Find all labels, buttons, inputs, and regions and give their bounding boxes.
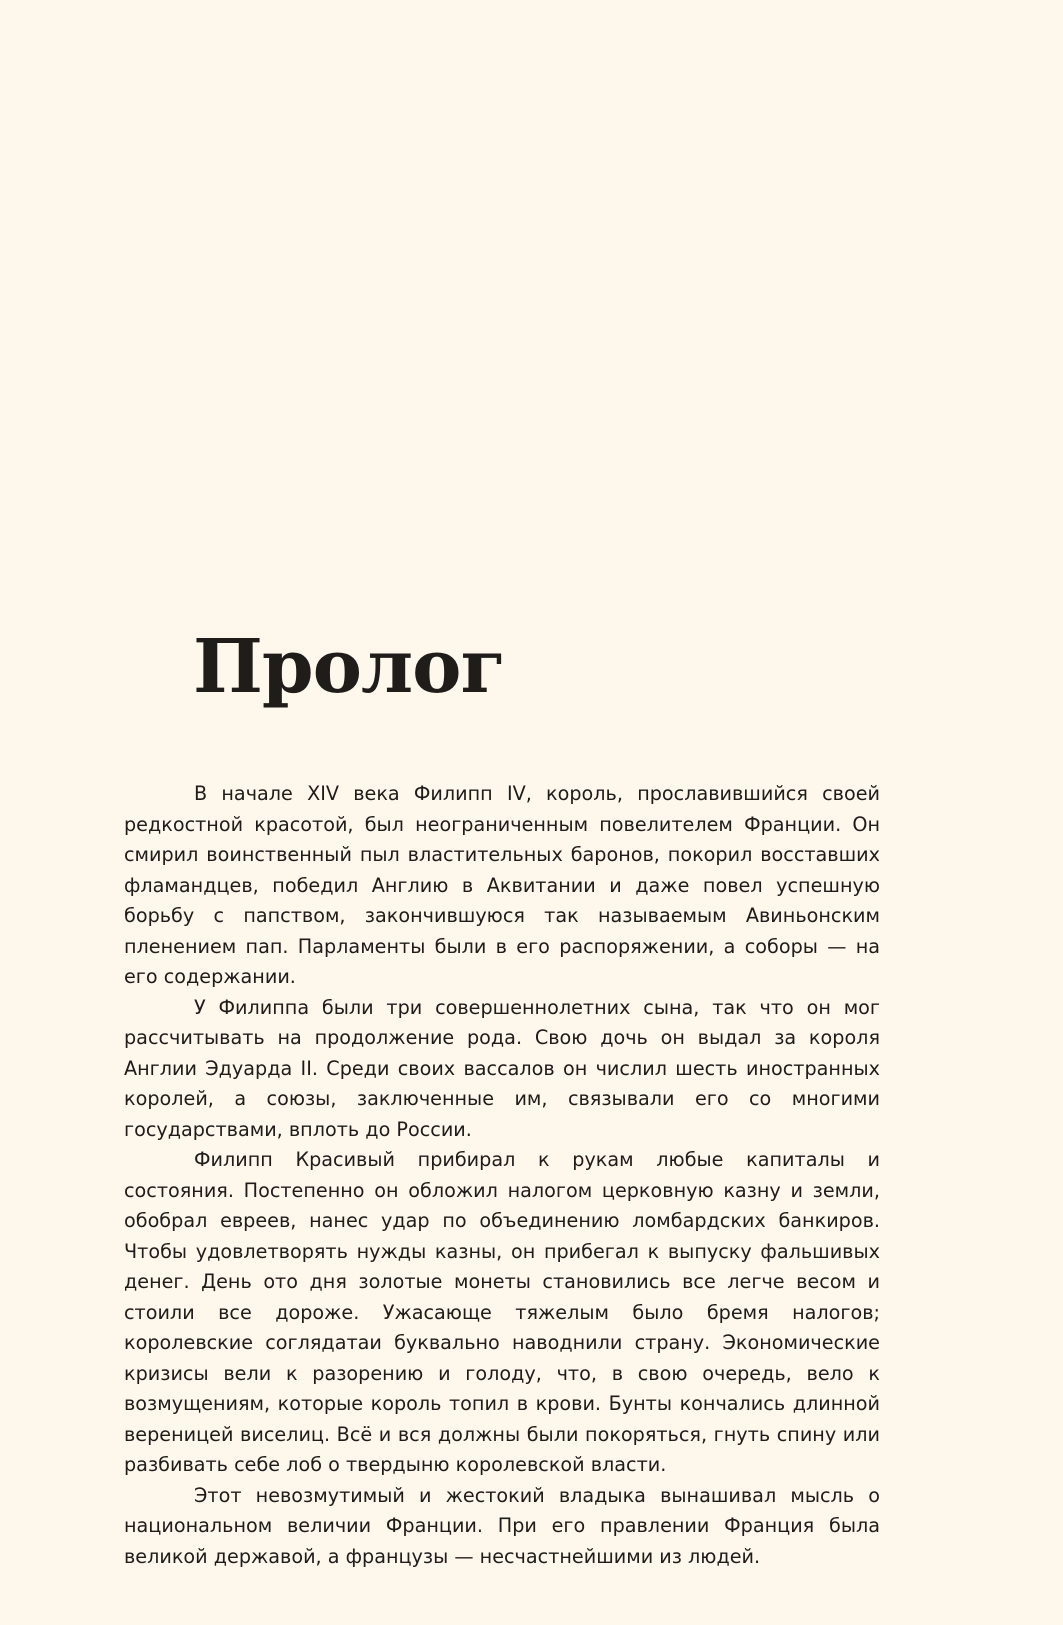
- body-text: [124, 779, 880, 1572]
- paragraph-4: Этот невозмутимый и жестокий владыка вынашивал мысль о национальном величии Франции. При его правлении Франция была великой державой, а французы — несчастнейшими из людей.: [124, 1483, 880, 1568]
- paragraph-3: Филипп Красивый прибирал к рукам любые капиталы и состояния. Постепенно он обложил налогом церковную казну и земли, обобрал евреев, нанес удар по объединению ломбардских банкиров. Чтобы удовлетворять нужды казны, он прибегал к выпуску фальшивых денег. День ото дня золотые монеты становились все легче весом и стоили все дороже. Ужасающе тяжелым было бремя налогов; королевские соглядатаи буквально наводнили страну. Экономические кризисы вели к разорению и голоду, что, в свою очередь, вело к возмущениям, которые король топил в крови. Бунты кончались длинной вереницей виселиц. Всё и вся должны были покоряться, гнуть спину или разбивать себе лоб о твердыню королевской власти.: [124, 1148, 880, 1476]
- chapter-title: Пролог: [193, 624, 505, 710]
- paragraph-1: В начале XIV века Филипп IV, король, прославившийся своей редкостной красотой, был неограниченным повелителем Франции. Он смирил воинственный пыл властительных баронов, покорил восставших фламандцев, победил Англию в Аквитании и даже повел успешную борьбу с папством, закончившуюся так называемым Авиньонским пленением пап. Парламенты были в его распоряжении, а соборы — на его содержании.: [124, 782, 880, 988]
- paragraph-2: У Филиппа были три совершеннолетних сына, так что он мог рассчитывать на продолжение рода. Свою дочь он выдал за короля Англии Эдуарда II. Среди своих вассалов он числил шесть иностранных королей, а союзы, заключенные им, связывали его со многими государствами, вплоть до России.: [124, 995, 880, 1141]
